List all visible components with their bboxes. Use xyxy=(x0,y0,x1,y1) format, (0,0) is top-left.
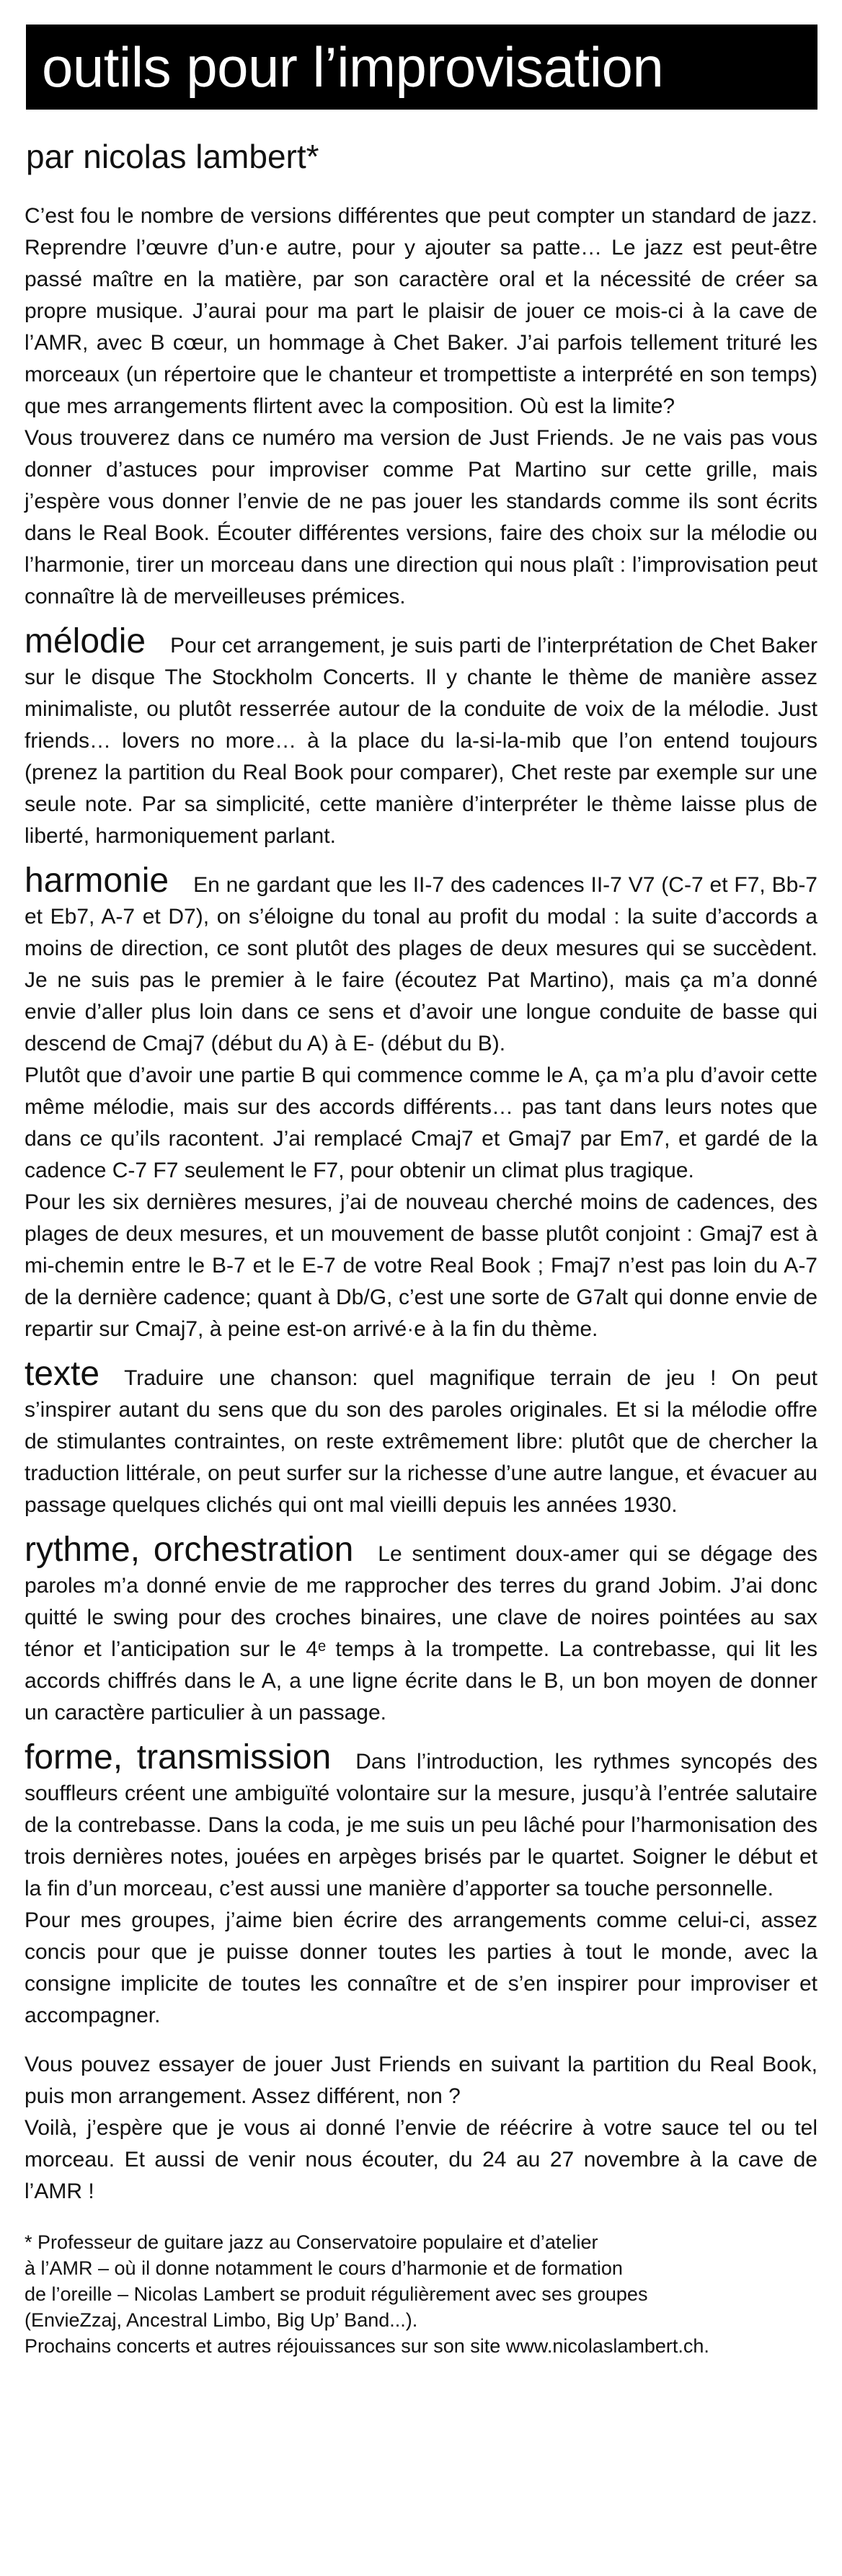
intro-paragraph: C’est fou le nombre de versions différentes que peut compter un standard de jazz. Reprendre l’œuvre d’un·e autre, pour y ajouter sa patte… Le jazz est peut-être passé maître en la matière, par son caractère oral et la nécessité de créer sa propre musique. J’aurai pour ma part le plaisir de jouer ce mois-ci à la cave de l’AMR, avec B cœur, un hommage à Chet Baker. J’ai parfois tellement trituré les morceaux (un répertoire que le chanteur et trompettiste a interprété en son temps) que mes arrangements flirtent avec la composition. Où est la limite? xyxy=(25,204,817,418)
outro-block xyxy=(25,2049,817,2208)
footnote-line: de l’oreille – Nicolas Lambert se produit régulièrement avec ses groupes xyxy=(25,2283,648,2305)
section-harmonie xyxy=(25,862,817,1345)
section-text: En ne gardant que les II-7 des cadences II-7 V7 (C-7 et F7, Bb-7 et Eb7, A-7 et D7), on s’éloigne du tonal au profit du modal : la suite d’accords a moins de direction, ce sont plutôt des plages de deux mesures qui se succèdent. Je ne suis pas le premier à le faire (écoutez Pat Martino), mais ça m’a donné envie d’aller plus loin dans ce sens et d’avoir une longue conduite de basse qui descend de Cmaj7 (début du A) à E- (début du B). xyxy=(25,873,817,1055)
outro-paragraph: Voilà, j’espère que je vous ai donné l’envie de réécrire à votre sauce tel ou tel morceau. Et aussi de venir nous écouter, du 24 au 27 novembre à la cave de l’AMR ! xyxy=(25,2116,817,2203)
section-forme-transmission xyxy=(25,1738,817,2032)
outro-paragraph: Vous pouvez essayer de jouer Just Friends en suivant la partition du Real Book, puis mon arrangement. Assez différent, non ? xyxy=(25,2053,817,2108)
title-banner xyxy=(26,25,817,110)
section-heading: harmonie xyxy=(25,862,169,900)
author-footnote xyxy=(25,2229,817,2359)
intro-paragraph: Vous trouverez dans ce numéro ma version de Just Friends. Je ne vais pas vous donner d’astuces pour improviser comme Pat Martino sur cette grille, mais j’espère vous donner l’envie de ne pas jouer les standards comme ils sont écrits dans le Real Book. Écouter différentes versions, faire des choix sur la mélodie ou l’harmonie, tirer un morceau dans une direction qui nous plaît : l’improvisation peut connaître là de merveilleuses prémices. xyxy=(25,426,817,608)
article-title: outils pour l’improvisation xyxy=(42,35,664,99)
section-paragraph xyxy=(25,1355,817,1521)
section-paragraph: Plutôt que d’avoir une partie B qui commence comme le A, ça m’a plu d’avoir cette même mélodie, mais sur des accords différents… pas tant dans leurs notes que dans ce qu’ils racontent. J’ai remplacé Cmaj7 et Gmaj7 par Em7, et gardé de la cadence C-7 F7 seulement le F7, pour obtenir un climat plus tragique. xyxy=(25,1063,817,1182)
section-texte xyxy=(25,1355,817,1521)
footnote-line: à l’AMR – où il donne notamment le cours d’harmonie et de formation xyxy=(25,2257,623,2279)
footnote-line: (EnvieZzaj, Ancestral Limbo, Big Up’ Band...). xyxy=(25,2309,418,2331)
section-text: Traduire une chanson: quel magnifique terrain de jeu ! On peut s’inspirer autant du sens que du son des paroles originales. Et si la mélodie offre de stimulantes contraintes, on reste extrêmement libre: plutôt que de chercher la traduction littérale, on peut surfer sur la richesse d’une autre langue, et évacuer au passage quelques clichés qui ont mal vieilli depuis les années 1930. xyxy=(25,1366,817,1517)
byline: par nicolas lambert* xyxy=(26,138,319,175)
section-melodie xyxy=(25,622,817,852)
section-heading: texte xyxy=(25,1355,100,1393)
section-rythme-orchestration xyxy=(25,1531,818,1729)
section-text: Le sentiment doux-amer qui se dégage des paroles m’a donné envie de me rapprocher des terres du grand Jobim. J’ai donc quitté le swing pour des croches binaires, une clave de noires pointées au sax ténor et l’anticipation sur le 4ᵉ temps à la trompette. La contrebasse, qui lit les accords chiffrés dans le A, a une ligne écrite dans le B, un bon moyen de donner un caractère particulier à un passage. xyxy=(25,1542,818,1725)
section-paragraph xyxy=(25,1738,817,1905)
footnote-line: Prochains concerts et autres réjouissances sur son site www.nicolaslambert.ch. xyxy=(25,2335,709,2357)
section-heading: rythme, orchestration xyxy=(25,1531,354,1569)
intro-block xyxy=(25,200,817,613)
section-paragraph: Pour mes groupes, j’aime bien écrire des arrangements comme celui-ci, assez concis pour que je puisse donner toutes les parties à tout le monde, avec la consigne implicite de toutes les connaître et de s’en inspirer pour improviser et accompagner. xyxy=(25,1908,817,2027)
section-paragraph: Pour les six dernières mesures, j’ai de nouveau cherché moins de cadences, des plages de deux mesures, et un mouvement de basse plutôt conjoint : Gmaj7 est à mi-chemin entre le B-7 et le E-7 de votre Real Book ; Fmaj7 n’est pas loin du A-7 de la dernière cadence; quant à Db/G, c’est une sorte de G7alt qui donne envie de repartir sur Cmaj7, à peine est-on arrivé·e à la fin du thème. xyxy=(25,1190,817,1341)
section-paragraph xyxy=(25,622,817,852)
section-text: Pour cet arrangement, je suis parti de l’interprétation de Chet Baker sur le disque The Stockholm Concerts. Il y chante le thème de manière assez minimaliste, ou plutôt resserrée autour de la conduite de voix de la mélodie. Just friends… lovers no more… à la place du la-si-la-mib que l’on entend toujours (prenez la partition du Real Book pour comparer), Chet reste par exemple sur une seule note. Par sa simplicité, cette manière d’interpréter le thème laisse plus de liberté, harmoniquement parlant. xyxy=(25,634,817,848)
section-heading: forme, transmission xyxy=(25,1738,332,1776)
footnote-line: * Professeur de guitare jazz au Conservatoire populaire et d’atelier xyxy=(25,2231,598,2253)
section-heading: mélodie xyxy=(25,622,146,660)
section-paragraph xyxy=(25,862,817,1060)
section-text: Dans l’introduction, les rythmes syncopés des souffleurs créent une ambiguïté volontaire sur la mesure, jusqu’à l’entrée salutaire de la contrebasse. Dans la coda, je me suis un peu lâché pour l’harmonisation des trois dernières notes, jouées en arpèges brisés par le quartet. Soigner le début et la fin d’un morceau, c’est aussi une manière d’apporter sa touche personnelle. xyxy=(25,1750,817,1900)
section-paragraph xyxy=(25,1531,818,1729)
